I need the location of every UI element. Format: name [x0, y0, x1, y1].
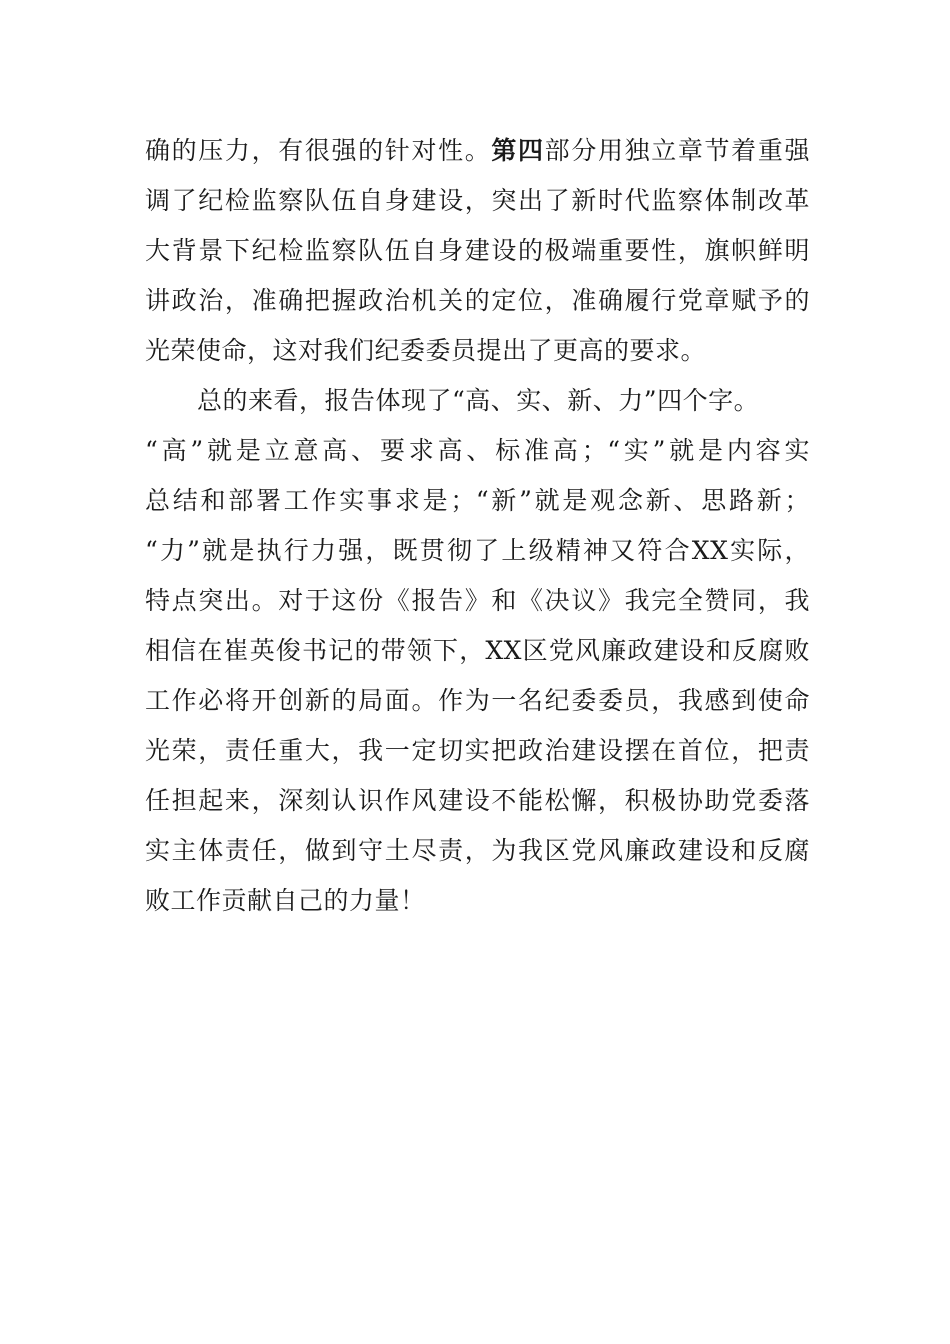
text-line: 调了纪检监察队伍自身建设，突出了新时代监察体制改革 — [145, 186, 810, 215]
text-line: 特点突出。对于这份《报告》和《决议》我完全赞同，我 — [145, 586, 810, 615]
text-line: 败工作贡献自己的力量！ — [145, 886, 426, 915]
text-line: “高”就是立意高、要求高、标准高；“实”就是内容实 — [145, 436, 810, 465]
bold-text-span: 第四 — [491, 136, 545, 165]
paragraph-2 — [145, 376, 810, 926]
text-line: 相信在崔英俊书记的带领下，XX区党风廉政建设和反腐败 — [145, 636, 810, 665]
text-line: 任担起来，深刻认识作风建设不能松懈，积极协助党委落 — [145, 786, 810, 815]
text-line — [145, 126, 810, 176]
text-line: 讲政治，准确把握政治机关的定位，准确履行党章赋予的 — [145, 286, 810, 315]
text-line: 总结和部署工作实事求是；“新”就是观念新、思路新； — [145, 486, 810, 515]
document-body — [145, 126, 810, 926]
text-line: “力”就是执行力强，既贯彻了上级精神又符合XX实际， — [145, 536, 810, 565]
text-span: 部分用独立章节着重强 — [544, 136, 810, 165]
text-line: 工作必将开创新的局面。作为一名纪委委员，我感到使命 — [145, 686, 810, 715]
text-line: 光荣，责任重大，我一定切实把政治建设摆在首位，把责 — [145, 736, 810, 765]
text-line: 大背景下纪检监察队伍自身建设的极端重要性，旗帜鲜明 — [145, 236, 810, 265]
text-line: 光荣使命，这对我们纪委委员提出了更高的要求。 — [145, 336, 707, 365]
text-line: 实主体责任，做到守土尽责，为我区党风廉政建设和反腐 — [145, 836, 810, 865]
text-line: 总的来看，报告体现了“高、实、新、力”四个字。 — [197, 386, 760, 415]
paragraph-1 — [145, 126, 810, 376]
text-span: 确的压力，有很强的针对性。 — [145, 136, 492, 165]
